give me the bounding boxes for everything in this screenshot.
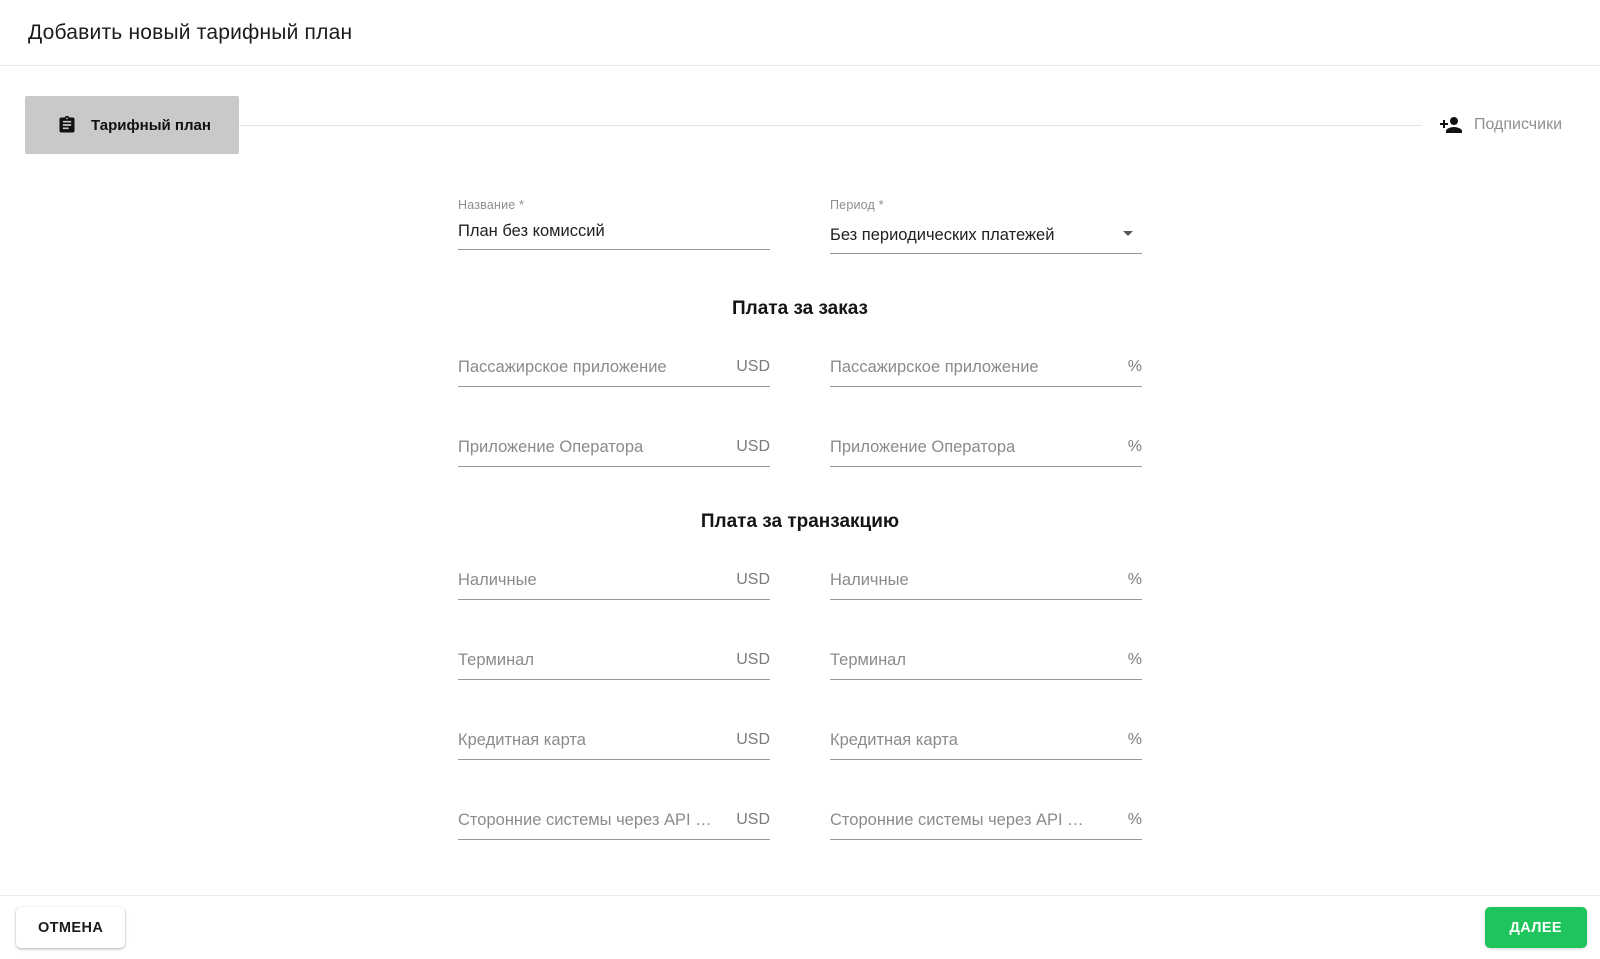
usd-suffix: USD	[736, 811, 770, 828]
clipboard-icon	[57, 115, 77, 135]
next-button[interactable]: ДАЛЕЕ	[1485, 907, 1588, 948]
operator-app-fee-percent-input[interactable]	[830, 436, 1120, 458]
cancel-button[interactable]: ОТМЕНА	[16, 907, 125, 948]
operator-app-fee-percent-field[interactable]	[830, 436, 1142, 467]
passenger-app-fee-percent-input[interactable]	[830, 356, 1120, 378]
percent-suffix: %	[1127, 811, 1142, 828]
period-selected-value: Без периодических платежей	[830, 226, 1055, 244]
credit-card-fee-usd-field[interactable]	[458, 729, 770, 760]
stepper-step-tariff-plan[interactable]	[25, 96, 239, 154]
tariff-plan-form	[458, 198, 1142, 840]
percent-suffix: %	[1127, 651, 1142, 668]
operator-app-fee-usd-field[interactable]	[458, 436, 770, 467]
cash-fee-usd-field[interactable]	[458, 569, 770, 600]
credit-card-fee-percent-input[interactable]	[830, 729, 1120, 751]
terminal-fee-usd-field[interactable]	[458, 649, 770, 680]
percent-suffix: %	[1127, 571, 1142, 588]
passenger-app-fee-usd-field[interactable]	[458, 356, 770, 387]
period-label: Период *	[830, 198, 884, 212]
usd-suffix: USD	[736, 358, 770, 375]
transaction-fee-section-title: Плата за транзакцию	[700, 511, 900, 532]
cash-fee-usd-input[interactable]	[458, 569, 728, 591]
usd-suffix: USD	[736, 571, 770, 588]
period-select[interactable]	[830, 221, 1142, 254]
percent-suffix: %	[1127, 358, 1142, 375]
period-field	[830, 198, 1142, 254]
plan-name-field	[458, 198, 770, 254]
api-systems-fee-percent-input[interactable]	[830, 809, 1120, 831]
passenger-app-fee-usd-input[interactable]	[458, 356, 728, 378]
terminal-fee-percent-input[interactable]	[830, 649, 1120, 671]
page-header	[0, 0, 1600, 66]
api-systems-fee-percent-field[interactable]	[830, 809, 1142, 840]
cash-fee-percent-input[interactable]	[830, 569, 1120, 591]
passenger-app-fee-percent-field[interactable]	[830, 356, 1142, 387]
plan-name-input[interactable]	[458, 221, 770, 241]
stepper-step-label: Тарифный план	[91, 116, 211, 134]
stepper	[25, 96, 1562, 154]
terminal-fee-percent-field[interactable]	[830, 649, 1142, 680]
stepper-step-label: Подписчики	[1473, 116, 1562, 133]
person-add-icon	[1439, 113, 1463, 137]
cash-fee-percent-field[interactable]	[830, 569, 1142, 600]
api-systems-fee-usd-input[interactable]	[458, 809, 728, 831]
footer-action-bar	[0, 895, 1600, 959]
terminal-fee-usd-input[interactable]	[458, 649, 728, 671]
percent-suffix: %	[1127, 438, 1142, 455]
usd-suffix: USD	[736, 651, 770, 668]
percent-suffix: %	[1127, 731, 1142, 748]
order-fee-section-title: Плата за заказ	[732, 298, 868, 319]
chevron-down-icon	[1116, 221, 1140, 245]
operator-app-fee-usd-input[interactable]	[458, 436, 728, 458]
plan-name-label: Название *	[458, 198, 525, 212]
credit-card-fee-usd-input[interactable]	[458, 729, 728, 751]
api-systems-fee-usd-field[interactable]	[458, 809, 770, 840]
stepper-connector-line	[239, 125, 1422, 126]
stepper-step-subscribers[interactable]	[1439, 113, 1562, 137]
usd-suffix: USD	[736, 731, 770, 748]
usd-suffix: USD	[736, 438, 770, 455]
credit-card-fee-percent-field[interactable]	[830, 729, 1142, 760]
page-title: Добавить новый тарифный план	[28, 20, 353, 44]
